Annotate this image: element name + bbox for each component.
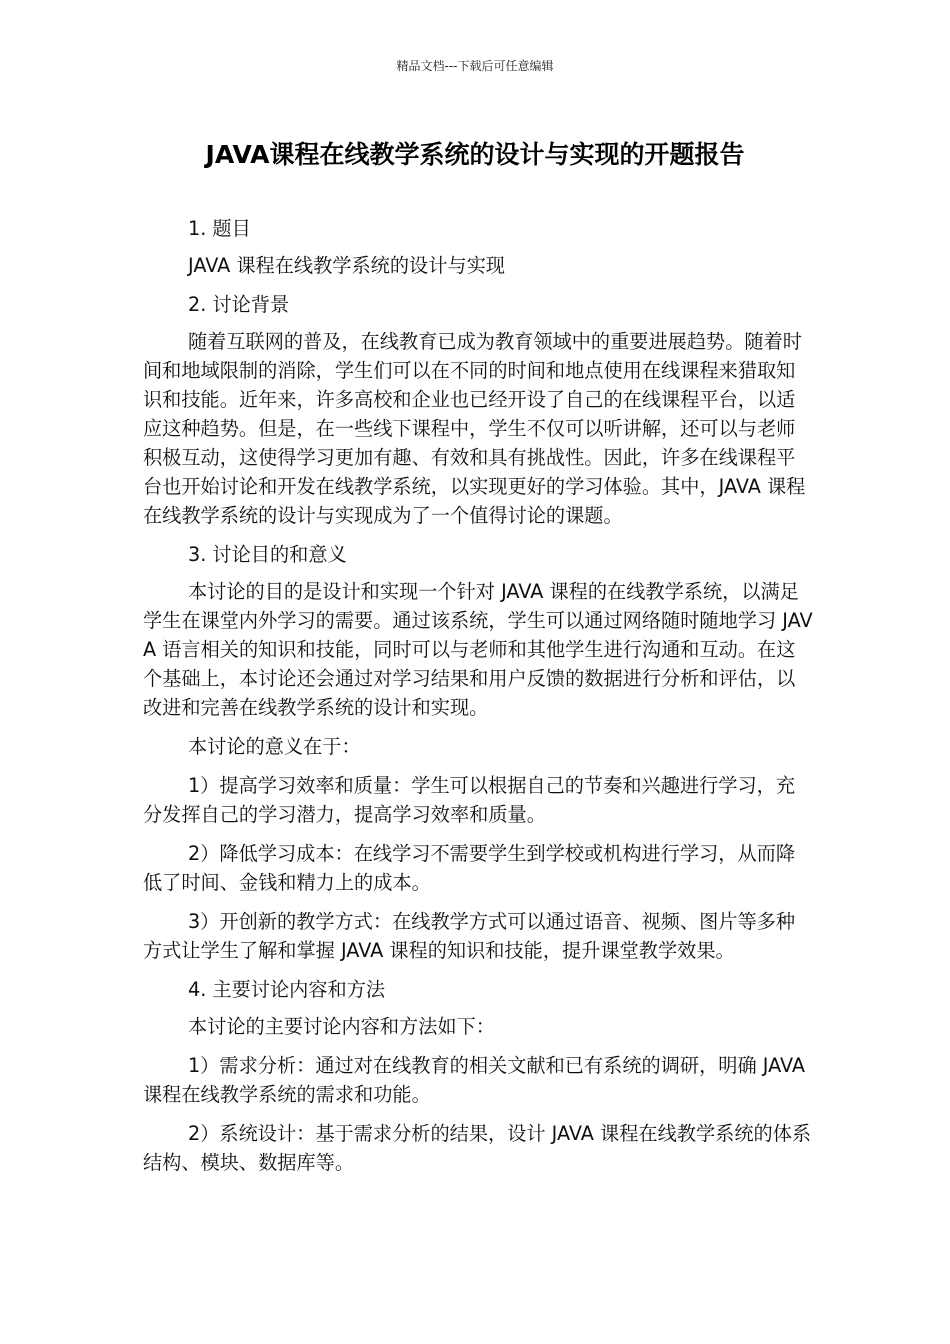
document-title: JAVA课程在线教学系统的设计与实现的开题报告 bbox=[205, 140, 745, 169]
header-note: 精品文档---下载后可任意编辑 bbox=[396, 59, 554, 73]
section-3-item-1: 1）提高学习效率和质量：学生可以根据自己的节奏和兴趣进行学习，充分发挥自己的学习潜力，提高学习效率和质量。 bbox=[143, 774, 796, 826]
section-3-text: 本讨论的目的是设计和实现一个针对 JAVA 课程的在线教学系统，以满足学生在课堂内外学习的需要。通过该系统，学生可以通过网络随时随地学习 JAVA 语言相关的知识和技能，同时可以与老师和其他学生进行沟通和互动。在这个基础上，本讨论还会通过对学习结果和用户反馈的数据进行分析和评估，以改进和完善在线教学系统的设计和实现。 bbox=[143, 580, 813, 719]
section-3-item-2: 2）降低学习成本：在线学习不需要学生到学校或机构进行学习，从而降低了时间、金钱和精力上的成本。 bbox=[143, 842, 796, 894]
section-2-heading: 2. 讨论背景 bbox=[188, 293, 290, 316]
section-4-heading: 4. 主要讨论内容和方法 bbox=[188, 978, 386, 1001]
document-body bbox=[143, 214, 813, 1187]
section-1-heading: 1. 题目 bbox=[188, 217, 251, 240]
section-2-text: 随着互联网的普及，在线教育已成为教育领域中的重要进展趋势。随着时间和地域限制的消除，学生们可以在不同的时间和地点使用在线课程来猎取知识和技能。近年来，许多高校和企业也已经开设了自己的在线课程平台，以适应这种趋势。但是，在一些线下课程中，学生不仅可以听讲解，还可以与老师积极互动，这使得学习更加有趣、有效和具有挑战性。因此，许多在线课程平台也开始讨论和开发在线教学系统，以实现更好的学习体验。其中，JAVA 课程在线教学系统的设计与实现成为了一个值得讨论的课题。 bbox=[143, 330, 806, 527]
section-3-heading: 3. 讨论目的和意义 bbox=[188, 543, 347, 566]
section-4-intro: 本讨论的主要讨论内容和方法如下： bbox=[188, 1015, 495, 1038]
section-4-item-1: 1）需求分析：通过对在线教育的相关文献和已有系统的调研，明确 JAVA 课程在线教学系统的需求和功能。 bbox=[143, 1054, 805, 1106]
section-3-meaning-intro: 本讨论的意义在于： bbox=[188, 735, 361, 758]
section-3-item-3: 3）开创新的教学方式：在线教学方式可以通过语音、视频、图片等多种方式让学生了解和掌握 JAVA 课程的知识和技能，提升课堂教学效果。 bbox=[143, 910, 796, 962]
section-1-text: JAVA 课程在线教学系统的设计与实现 bbox=[188, 254, 505, 277]
section-4-item-2: 2）系统设计：基于需求分析的结果，设计 JAVA 课程在线教学系统的体系结构、模块、数据库等。 bbox=[143, 1122, 812, 1174]
